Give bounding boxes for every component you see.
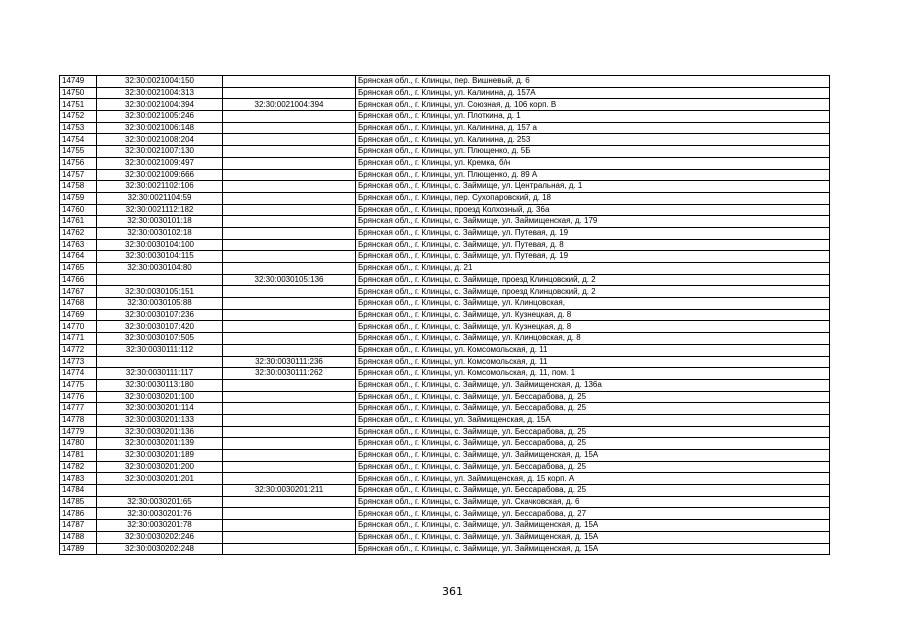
table-row: [60, 251, 830, 263]
cadastral-number-cell: 32:30:0030202:246: [97, 531, 223, 543]
cadastral-number-cell: 32:30:0021104:59: [97, 192, 223, 204]
address-cell: Брянская обл., г. Клинцы, ул. Комсомольская, д. 11, пом. 1: [356, 368, 830, 380]
address-cell: Брянская обл., г. Клинцы, ул. Плющенко, д. 89 А: [356, 169, 830, 181]
table-row: [60, 403, 830, 415]
table-row: [60, 111, 830, 123]
address-cell: Брянская обл., г. Клинцы, с. Займище, ул. Скачковская, д. 6: [356, 496, 830, 508]
row-number-cell: 14763: [60, 239, 97, 251]
building-cadastral-number-cell: [223, 216, 356, 228]
table-row: [60, 414, 830, 426]
address-cell: Брянская обл., г. Клинцы, ул. Плоткина, д. 1: [356, 111, 830, 123]
cadastral-number-cell: 32:30:0030201:78: [97, 520, 223, 532]
table-row: [60, 263, 830, 275]
building-cadastral-number-cell: [223, 344, 356, 356]
row-number-cell: 14750: [60, 87, 97, 99]
cadastral-number-cell: 32:30:0021004:394: [97, 99, 223, 111]
building-cadastral-number-cell: [223, 333, 356, 345]
row-number-cell: 14764: [60, 251, 97, 263]
row-number-cell: 14770: [60, 321, 97, 333]
address-cell: Брянская обл., г. Клинцы, с. Займище, ул. Займищенская, д. 15А: [356, 543, 830, 555]
address-cell: Брянская обл., г. Клинцы, ул. Плющенко, д. 5Б: [356, 146, 830, 158]
building-cadastral-number-cell: [223, 251, 356, 263]
building-cadastral-number-cell: [223, 157, 356, 169]
cadastral-number-cell: [97, 356, 223, 368]
table-row: [60, 87, 830, 99]
address-cell: Брянская обл., г. Клинцы, с. Займище, ул. Путевая, д. 19: [356, 251, 830, 263]
cadastral-number-cell: 32:30:0030105:151: [97, 286, 223, 298]
table-row: [60, 473, 830, 485]
table-row: [60, 508, 830, 520]
row-number-cell: 14754: [60, 134, 97, 146]
table-row: [60, 274, 830, 286]
cadastral-number-cell: 32:30:0030201:136: [97, 426, 223, 438]
cadastral-number-cell: 32:30:0030101:18: [97, 216, 223, 228]
building-cadastral-number-cell: [223, 309, 356, 321]
building-cadastral-number-cell: [223, 520, 356, 532]
row-number-cell: 14776: [60, 391, 97, 403]
table-row: [60, 239, 830, 251]
address-cell: Брянская обл., г. Клинцы, с. Займище, ул. Бессарабова, д. 27: [356, 508, 830, 520]
table-row: [60, 356, 830, 368]
table-row: [60, 485, 830, 497]
row-number-cell: 14755: [60, 146, 97, 158]
row-number-cell: 14767: [60, 286, 97, 298]
address-cell: Брянская обл., г. Клинцы, ул. Кремка, б/н: [356, 157, 830, 169]
building-cadastral-number-cell: [223, 239, 356, 251]
table-row: [60, 157, 830, 169]
building-cadastral-number-cell: [223, 181, 356, 193]
building-cadastral-number-cell: 32:30:0021004:394: [223, 99, 356, 111]
table-row: [60, 543, 830, 555]
table-row: [60, 122, 830, 134]
address-cell: Брянская обл., г. Клинцы, с. Займище, ул. Путевая, д. 19: [356, 227, 830, 239]
address-cell: Брянская обл., г. Клинцы, с. Займище, проезд Клинцовский, д. 2: [356, 274, 830, 286]
building-cadastral-number-cell: [223, 263, 356, 275]
table-row: [60, 379, 830, 391]
cadastral-number-cell: 32:30:0030107:505: [97, 333, 223, 345]
row-number-cell: 14769: [60, 309, 97, 321]
building-cadastral-number-cell: [223, 543, 356, 555]
table-row: [60, 216, 830, 228]
cadastral-number-cell: 32:30:0021005:246: [97, 111, 223, 123]
address-cell: Брянская обл., г. Клинцы, пер. Вишневый, д. 6: [356, 76, 830, 88]
cadastral-number-cell: 32:30:0021009:497: [97, 157, 223, 169]
cadastral-number-cell: 32:30:0030201:133: [97, 414, 223, 426]
building-cadastral-number-cell: [223, 76, 356, 88]
registry-table-body: [60, 76, 830, 555]
row-number-cell: 14758: [60, 181, 97, 193]
building-cadastral-number-cell: [223, 450, 356, 462]
building-cadastral-number-cell: [223, 379, 356, 391]
row-number-cell: 14779: [60, 426, 97, 438]
building-cadastral-number-cell: [223, 414, 356, 426]
cadastral-number-cell: 32:30:0021006:148: [97, 122, 223, 134]
address-cell: Брянская обл., г. Клинцы, д. 21: [356, 263, 830, 275]
row-number-cell: 14783: [60, 473, 97, 485]
row-number-cell: 14751: [60, 99, 97, 111]
address-cell: Брянская обл., г. Клинцы, с. Займище, ул. Клинцовская, д. 8: [356, 333, 830, 345]
address-cell: Брянская обл., г. Клинцы, с. Займище, ул. Займищенская, д. 179: [356, 216, 830, 228]
table-row: [60, 426, 830, 438]
building-cadastral-number-cell: [223, 438, 356, 450]
cadastral-number-cell: 32:30:0021102:106: [97, 181, 223, 193]
address-cell: Брянская обл., г. Клинцы, с. Займище, ул. Бессарабова, д. 25: [356, 391, 830, 403]
row-number-cell: 14781: [60, 450, 97, 462]
cadastral-number-cell: 32:30:0030104:115: [97, 251, 223, 263]
building-cadastral-number-cell: 32:30:0030105:136: [223, 274, 356, 286]
table-row: [60, 146, 830, 158]
table-row: [60, 496, 830, 508]
cadastral-number-cell: 32:30:0030104:80: [97, 263, 223, 275]
building-cadastral-number-cell: [223, 122, 356, 134]
address-cell: Брянская обл., г. Клинцы, с. Займище, ул. Бессарабова, д. 25: [356, 485, 830, 497]
address-cell: Брянская обл., г. Клинцы, с. Займище, ул. Клинцовская,: [356, 298, 830, 310]
address-cell: Брянская обл., г. Клинцы, с. Займище, ул. Займищенская, д. 15А: [356, 520, 830, 532]
row-number-cell: 14771: [60, 333, 97, 345]
cadastral-number-cell: 32:30:0030201:201: [97, 473, 223, 485]
cadastral-number-cell: 32:30:0030105:88: [97, 298, 223, 310]
row-number-cell: 14774: [60, 368, 97, 380]
building-cadastral-number-cell: [223, 227, 356, 239]
address-cell: Брянская обл., г. Клинцы, с. Займище, ул. Бессарабова, д. 25: [356, 403, 830, 415]
table-row: [60, 181, 830, 193]
cadastral-number-cell: 32:30:0030201:189: [97, 450, 223, 462]
table-row: [60, 391, 830, 403]
row-number-cell: 14782: [60, 461, 97, 473]
address-cell: Брянская обл., г. Клинцы, ул. Займищенская, д. 15А: [356, 414, 830, 426]
table-row: [60, 76, 830, 88]
cadastral-number-cell: 32:30:0021009:666: [97, 169, 223, 181]
row-number-cell: 14787: [60, 520, 97, 532]
address-cell: Брянская обл., г. Клинцы, ул. Калинина, д. 253: [356, 134, 830, 146]
table-row: [60, 134, 830, 146]
table-row: [60, 298, 830, 310]
address-cell: Брянская обл., г. Клинцы, ул. Займищенская, д. 15 корп. А: [356, 473, 830, 485]
address-cell: Брянская обл., г. Клинцы, ул. Калинина, д. 157 а: [356, 122, 830, 134]
building-cadastral-number-cell: 32:30:0030201:211: [223, 485, 356, 497]
cadastral-number-cell: 32:30:0030201:139: [97, 438, 223, 450]
building-cadastral-number-cell: [223, 204, 356, 216]
row-number-cell: 14786: [60, 508, 97, 520]
row-number-cell: 14762: [60, 227, 97, 239]
table-row: [60, 227, 830, 239]
address-cell: Брянская обл., г. Клинцы, с. Займище, ул. Путевая, д. 8: [356, 239, 830, 251]
building-cadastral-number-cell: [223, 111, 356, 123]
cadastral-number-cell: 32:30:0030201:76: [97, 508, 223, 520]
cadastral-number-cell: 32:30:0030201:114: [97, 403, 223, 415]
building-cadastral-number-cell: [223, 426, 356, 438]
building-cadastral-number-cell: 32:30:0030111:236: [223, 356, 356, 368]
table-row: [60, 169, 830, 181]
address-cell: Брянская обл., г. Клинцы, с. Займище, ул. Бессарабова, д. 25: [356, 461, 830, 473]
table-row: [60, 461, 830, 473]
row-number-cell: 14788: [60, 531, 97, 543]
row-number-cell: 14753: [60, 122, 97, 134]
table-row: [60, 286, 830, 298]
building-cadastral-number-cell: [223, 461, 356, 473]
address-cell: Брянская обл., г. Клинцы, с. Займище, ул. Центральная, д. 1: [356, 181, 830, 193]
row-number-cell: 14752: [60, 111, 97, 123]
row-number-cell: 14759: [60, 192, 97, 204]
table-row: [60, 368, 830, 380]
cadastral-number-cell: 32:30:0030102:18: [97, 227, 223, 239]
cadastral-number-cell: 32:30:0030113:180: [97, 379, 223, 391]
row-number-cell: 14777: [60, 403, 97, 415]
address-cell: Брянская обл., г. Клинцы, с. Займище, ул. Кузнецкая, д. 8: [356, 321, 830, 333]
cadastral-number-cell: 32:30:0030201:65: [97, 496, 223, 508]
row-number-cell: 14757: [60, 169, 97, 181]
table-row: [60, 333, 830, 345]
row-number-cell: 14789: [60, 543, 97, 555]
table-row: [60, 344, 830, 356]
address-cell: Брянская обл., г. Клинцы, с. Займище, проезд Клинцовский, д. 2: [356, 286, 830, 298]
cadastral-number-cell: 32:30:0021004:313: [97, 87, 223, 99]
cadastral-number-cell: 32:30:0030107:236: [97, 309, 223, 321]
table-row: [60, 204, 830, 216]
building-cadastral-number-cell: 32:30:0030111:262: [223, 368, 356, 380]
row-number-cell: 14773: [60, 356, 97, 368]
cadastral-number-cell: 32:30:0030201:100: [97, 391, 223, 403]
row-number-cell: 14749: [60, 76, 97, 88]
row-number-cell: 14780: [60, 438, 97, 450]
building-cadastral-number-cell: [223, 391, 356, 403]
row-number-cell: 14756: [60, 157, 97, 169]
table-row: [60, 99, 830, 111]
address-cell: Брянская обл., г. Клинцы, с. Займище, ул. Бессарабова, д. 25: [356, 438, 830, 450]
building-cadastral-number-cell: [223, 286, 356, 298]
cadastral-number-cell: 32:30:0021004:150: [97, 76, 223, 88]
address-cell: Брянская обл., г. Клинцы, ул. Калинина, д. 157А: [356, 87, 830, 99]
building-cadastral-number-cell: [223, 473, 356, 485]
row-number-cell: 14766: [60, 274, 97, 286]
cadastral-number-cell: 32:30:0021112:182: [97, 204, 223, 216]
building-cadastral-number-cell: [223, 531, 356, 543]
cadastral-number-cell: 32:30:0021007:130: [97, 146, 223, 158]
building-cadastral-number-cell: [223, 134, 356, 146]
address-cell: Брянская обл., г. Клинцы, с. Займище, ул. Кузнецкая, д. 8: [356, 309, 830, 321]
row-number-cell: 14765: [60, 263, 97, 275]
cadastral-number-cell: 32:30:0030111:117: [97, 368, 223, 380]
table-row: [60, 192, 830, 204]
table-row: [60, 309, 830, 321]
row-number-cell: 14760: [60, 204, 97, 216]
row-number-cell: 14785: [60, 496, 97, 508]
building-cadastral-number-cell: [223, 496, 356, 508]
table-row: [60, 438, 830, 450]
building-cadastral-number-cell: [223, 403, 356, 415]
building-cadastral-number-cell: [223, 192, 356, 204]
address-cell: Брянская обл., г. Клинцы, ул. Комсомольская, д. 11: [356, 356, 830, 368]
address-cell: Брянская обл., г. Клинцы, с. Займище, ул. Займищенская, д. 15А: [356, 450, 830, 462]
building-cadastral-number-cell: [223, 321, 356, 333]
table-row: [60, 321, 830, 333]
registry-table: [59, 75, 830, 555]
row-number-cell: 14772: [60, 344, 97, 356]
row-number-cell: 14778: [60, 414, 97, 426]
building-cadastral-number-cell: [223, 146, 356, 158]
table-row: [60, 520, 830, 532]
address-cell: Брянская обл., г. Клинцы, с. Займище, ул. Займищенская, д. 15А: [356, 531, 830, 543]
address-cell: Брянская обл., г. Клинцы, ул. Союзная, д. 106 корп. В: [356, 99, 830, 111]
cadastral-number-cell: 32:30:0021008:204: [97, 134, 223, 146]
address-cell: Брянская обл., г. Клинцы, с. Займище, ул. Бессарабова, д. 25: [356, 426, 830, 438]
row-number-cell: 14775: [60, 379, 97, 391]
cadastral-number-cell: 32:30:0030201:200: [97, 461, 223, 473]
table-row: [60, 450, 830, 462]
address-cell: Брянская обл., г. Клинцы, пер. Сухопаровский, д. 18: [356, 192, 830, 204]
row-number-cell: 14761: [60, 216, 97, 228]
building-cadastral-number-cell: [223, 508, 356, 520]
address-cell: Брянская обл., г. Клинцы, ул. Комсомольская, д. 11: [356, 344, 830, 356]
row-number-cell: 14784: [60, 485, 97, 497]
building-cadastral-number-cell: [223, 298, 356, 310]
row-number-cell: 14768: [60, 298, 97, 310]
address-cell: Брянская обл., г. Клинцы, проезд Колхозный, д. 36а: [356, 204, 830, 216]
building-cadastral-number-cell: [223, 169, 356, 181]
page-number: 361: [442, 585, 463, 598]
cadastral-number-cell: 32:30:0030111:112: [97, 344, 223, 356]
table-row: [60, 531, 830, 543]
cadastral-number-cell: 32:30:0030202:248: [97, 543, 223, 555]
building-cadastral-number-cell: [223, 87, 356, 99]
cadastral-number-cell: 32:30:0030104:100: [97, 239, 223, 251]
cadastral-number-cell: [97, 274, 223, 286]
address-cell: Брянская обл., г. Клинцы, с. Займище, ул. Займищенская, д. 136а: [356, 379, 830, 391]
cadastral-number-cell: 32:30:0030107:420: [97, 321, 223, 333]
cadastral-number-cell: [97, 485, 223, 497]
